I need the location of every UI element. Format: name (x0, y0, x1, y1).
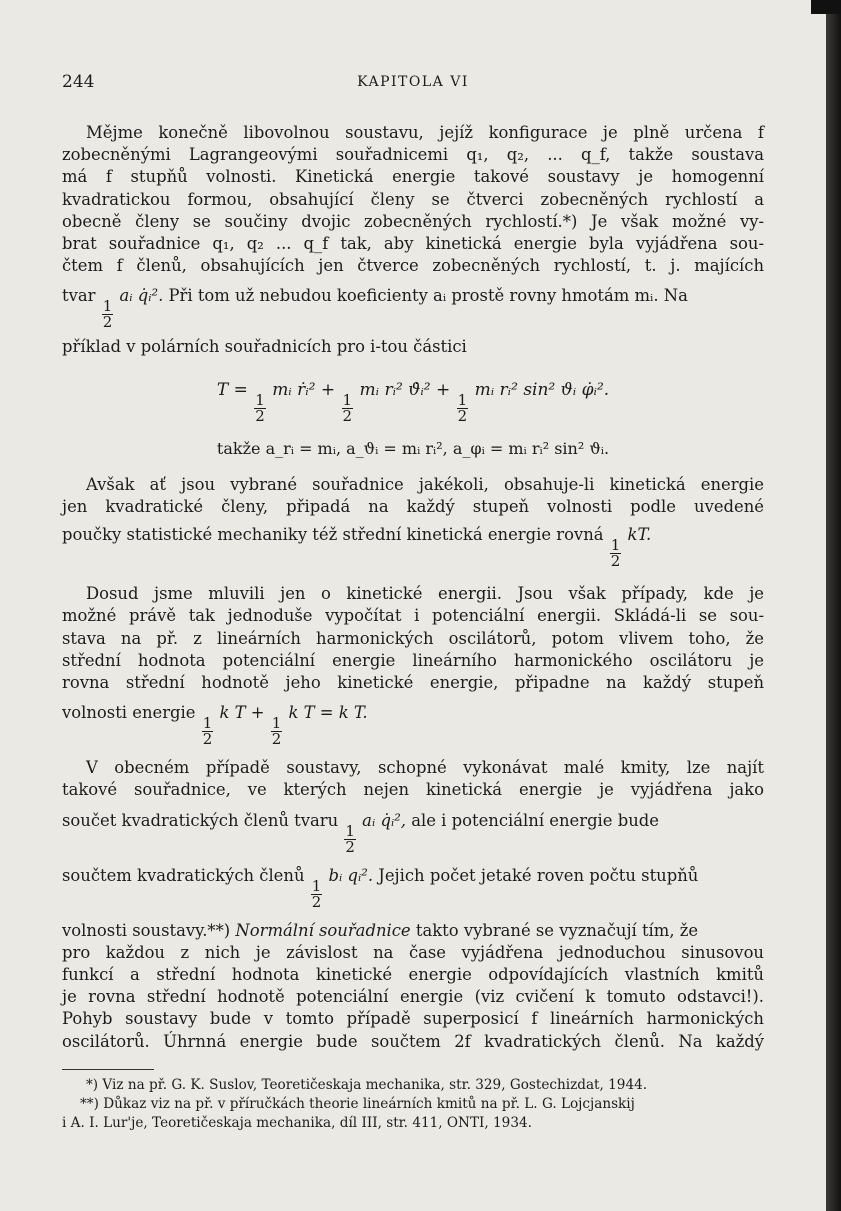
text-line: příklad v polárních souřadnicích pro i-tou částici (62, 337, 467, 357)
text-line-with-fraction: součtem kvadratických členů $\frac{1}{2}$ bᵢ qᵢ². Jejich počet jetaké roven počtu stupňů (62, 865, 699, 911)
page-number: 244 (62, 72, 95, 92)
running-header (62, 72, 764, 96)
page-body (62, 122, 764, 1133)
text-line: V obecném případě soustavy, schopné vykonávat malé kmity, lze najít (86, 758, 764, 778)
footnote: i A. I. Lur'je, Teoretičeskaja mechanika, díl III, str. 411, ONTI, 1934. (62, 1114, 532, 1131)
text-line-with-fraction: volnosti energie $\frac{1}{2}$ k T + $\frac{1}{2}$ k T = k T. (62, 703, 368, 749)
text-line: obecně členy se součiny dvojic zobecněných rychlostí.*) Je však možné vy- (62, 211, 764, 231)
emphasis: Normální souřadnice (235, 920, 411, 940)
text-line: funkcí a střední hodnota kinetické energie odpovídajících vlastních kmitů (62, 965, 764, 985)
equation-kinetic-energy: T = $\frac{1}{2}$ mᵢ ṙᵢ² + $\frac{1}{2}$ mᵢ rᵢ² ϑ̇ᵢ² + $\frac{1}{2}$ mᵢ rᵢ² sin² ϑᵢ φ̇ᵢ². (216, 379, 610, 425)
text-line-with-fraction: poučky statistické mechaniky též střední kinetická energie rovná $\frac{1}{2}$ kT. (62, 525, 652, 571)
text-line: jen kvadratické členy, připadá na každý stupeň volnosti podle uvedené (62, 497, 764, 517)
text-line: volnosti soustavy.**) Normální souřadnice takto vybrané se vyznačují tím, že (62, 920, 699, 940)
text-line: rovna střední hodnotě jeho kinetické energie, připadne na každý stupeň (62, 673, 764, 693)
text-line: má f stupňů volnosti. Kinetická energie takové soustavy je homogenní (62, 167, 764, 187)
text-line: čtem f členů, obsahujících jen čtverce zobecněných rychlostí, t. j. majících (62, 256, 764, 276)
text-line: Pohyb soustavy bude v tomto případě superposicí f lineárních harmonických (62, 1009, 764, 1029)
footnote: *) Viz na př. G. K. Suslov, Teoretičeskaja mechanika, str. 329, Gostechizdat, 1944. (86, 1076, 648, 1093)
text-line: možné právě tak jednoduše vypočítat i potenciální energii. Skládá-li se sou- (62, 606, 764, 626)
text-line: kvadratickou formou, obsahující členy se čtverci zobecněných rychlostí a (62, 189, 764, 209)
equation-coefficients: takže a_rᵢ = mᵢ, a_ϑᵢ = mᵢ rᵢ², a_φᵢ = mᵢ rᵢ² sin² ϑᵢ. (216, 438, 610, 458)
page-corner (811, 0, 841, 14)
text-line: brat souřadnice q₁, q₂ ... q_f tak, aby kinetická energie byla vyjádřena sou- (62, 234, 764, 254)
text-line: střední hodnota potenciální energie lineárního harmonického oscilátoru je (62, 650, 764, 670)
footnote: **) Důkaz viz na př. v příručkách theorie lineárních kmitů na př. L. G. Lojcjanskij (80, 1095, 635, 1112)
text-line-with-fraction: tvar $\frac{1}{2}$ aᵢ q̇ᵢ². Při tom už nebudou koeficienty aᵢ prostě rovny hmotám mᵢ. Na (62, 286, 688, 332)
text-line: pro každou z nich je závislost na čase vyjádřena jednoduchou sinusovou (62, 942, 764, 962)
footnote-divider (62, 1069, 154, 1070)
text-line: oscilátorů. Úhrnná energie bude součtem 2f kvadratických členů. Na každý (62, 1031, 764, 1051)
chapter-title: KAPITOLA VI (357, 74, 469, 90)
fraction: $\frac{1}{2}$ (102, 297, 113, 332)
text-line: Dosud jsme mluvili jen o kinetické energii. Jsou však případy, kde je (86, 584, 764, 604)
page-edge-shadow (826, 0, 841, 1211)
text-line: stava na př. z lineárních harmonických oscilátorů, potom vlivem toho, že (62, 628, 764, 648)
text-line: Mějme konečně libovolnou soustavu, jejíž konfigurace je plně určena f (86, 123, 764, 142)
text-line: takové souřadnice, ve kterých nejen kinetická energie je vyjádřena jako (62, 780, 764, 800)
text-line: Avšak ať jsou vybrané souřadnice jakékoli, obsahuje-li kinetická energie (86, 474, 764, 494)
text-line: zobecněnými Lagrangeovými souřadnicemi q₁, q₂, ... q_f, takže soustava (62, 145, 764, 165)
text-line: je rovna střední hodnotě potenciální energie (viz cvičení k tomuto odstavci!). (62, 987, 764, 1007)
text-line-with-fraction: součet kvadratických členů tvaru $\frac{1}{2}$ aᵢ q̇ᵢ², ale i potenciální energie bude (62, 810, 659, 856)
